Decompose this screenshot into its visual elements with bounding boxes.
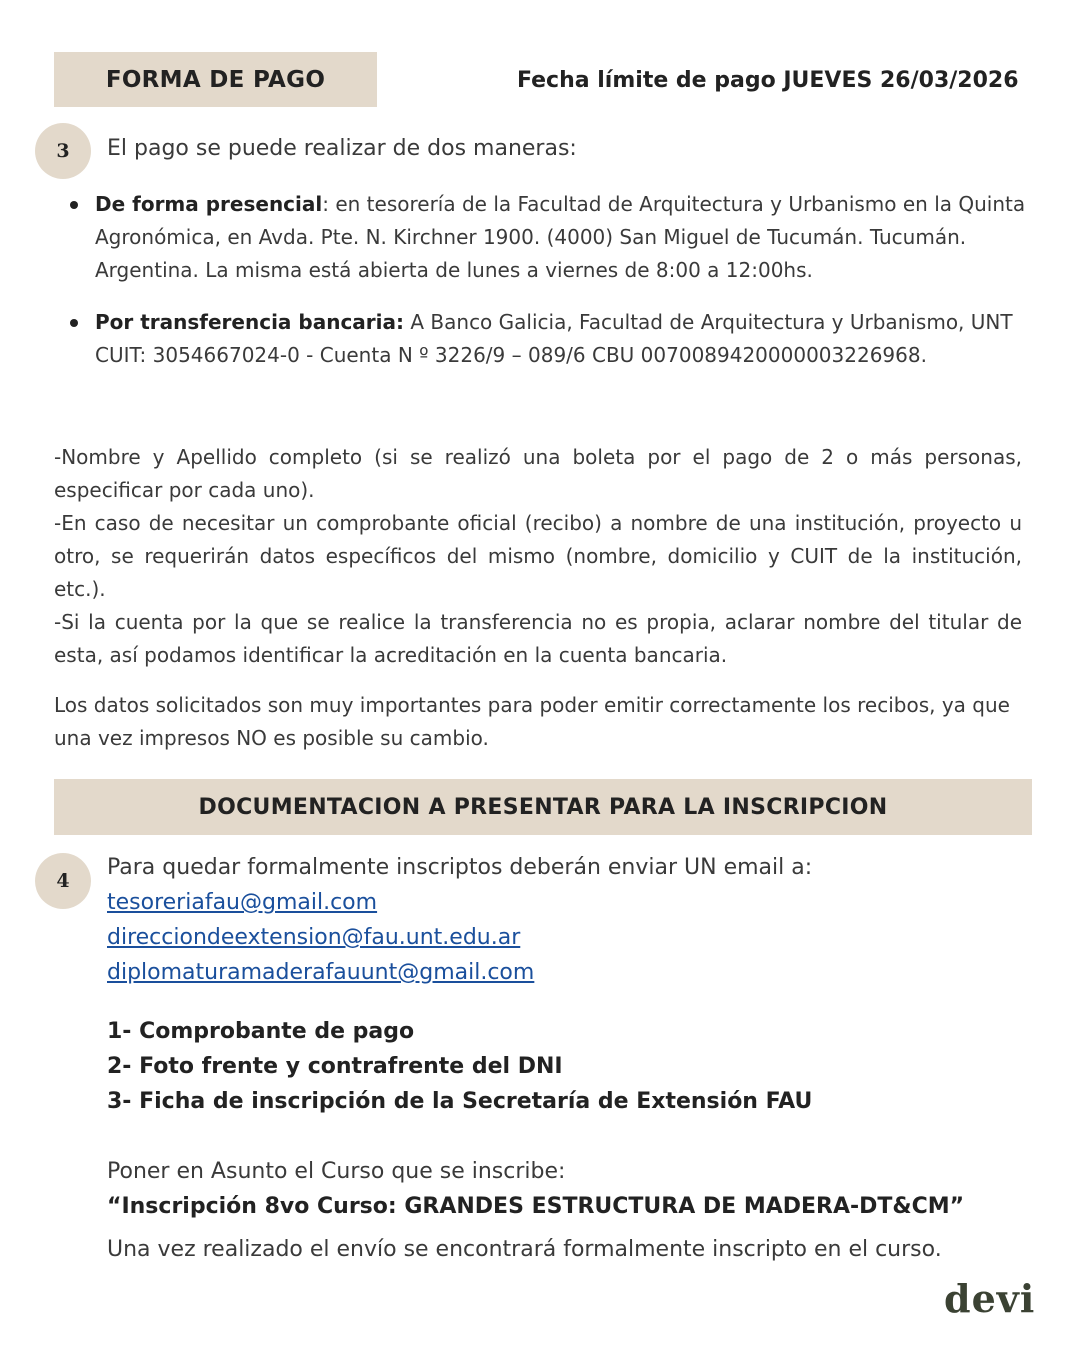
section-header-payment bbox=[54, 52, 377, 107]
section-header-documentation bbox=[54, 779, 1032, 835]
method-title: Por transferencia bancaria: bbox=[95, 310, 405, 334]
list-item: 1- Comprobante de pago bbox=[107, 1019, 415, 1044]
method-text: A Banco Galicia, Facultad de Arquitectura y Urbanismo, UNT CUIT: 3054667024-0 - Cuenta N º 3226/9 – 089/6 CBU 0070089420000003226968. bbox=[95, 310, 1051, 367]
payment-methods-list bbox=[95, 188, 1051, 372]
email-link-diplomatura[interactable]: diplomaturamaderafauunt@gmail.com bbox=[107, 960, 535, 985]
email-link-tesoreria[interactable]: tesoreriafau@gmail.com bbox=[107, 890, 378, 915]
payment-deadline: Fecha límite de pago JUEVES 26/03/2026 bbox=[517, 68, 1019, 93]
step-number-badge bbox=[35, 853, 91, 909]
email-intro: Para quedar formalmente inscriptos deberán enviar UN email a: bbox=[107, 855, 813, 880]
section-title: FORMA DE PAGO bbox=[105, 66, 326, 93]
step-number: 4 bbox=[56, 870, 70, 892]
subject-block bbox=[107, 1154, 1027, 1267]
step-number-badge bbox=[35, 123, 91, 179]
list-item: 2- Foto frente y contrafrente del DNI bbox=[107, 1054, 563, 1079]
step-number: 3 bbox=[56, 140, 70, 162]
list-item bbox=[95, 306, 1051, 372]
payment-intro: El pago se puede realizar de dos maneras: bbox=[107, 136, 577, 161]
email-block bbox=[107, 850, 1027, 990]
closing-text: Una vez realizado el envío se encontrará formalmente inscripto en el curso. bbox=[107, 1237, 942, 1262]
list-item bbox=[95, 188, 1030, 287]
list-item: 3- Ficha de inscripción de la Secretaría de Extensión FAU bbox=[107, 1089, 813, 1114]
method-text: : en tesorería de la Facultad de Arquitectura y Urbanismo en la Quinta Agronómica, en Avda. Pte. N. Kirchner 1900. (4000) San Miguel de Tucumán. Tucumán. Argentina. La misma está abierta de lunes a viernes de 8:00 a 12:00hs. bbox=[95, 192, 1026, 282]
payment-notes bbox=[54, 441, 1022, 672]
requirements-list bbox=[107, 1014, 812, 1119]
section-title: DOCUMENTACION A PRESENTAR PARA LA INSCRIPCION bbox=[198, 794, 888, 820]
subject-value: “Inscripción 8vo Curso: GRANDES ESTRUCTURA DE MADERA-DT&CM” bbox=[107, 1194, 965, 1219]
note-account: -Si la cuenta por la que se realice la transferencia no es propia, aclarar nombre del titular de esta, así podamos identificar la acreditación en la cuenta bancaria. bbox=[54, 610, 1022, 667]
subject-label: Poner en Asunto el Curso que se inscribe: bbox=[107, 1159, 566, 1184]
email-link-extension[interactable]: direcciondeextension@fau.unt.edu.ar bbox=[107, 925, 521, 950]
devi-logo: devi bbox=[944, 1276, 1036, 1321]
method-title: De forma presencial bbox=[95, 192, 323, 216]
note-receipt: -En caso de necesitar un comprobante oficial (recibo) a nombre de una institución, proyecto u otro, se requerirán datos específicos del mismo (nombre, domicilio y CUIT de la institución, etc.). bbox=[54, 511, 1022, 601]
important-notice: Los datos solicitados son muy importantes para poder emitir correctamente los recibos, ya que una vez impresos NO es posible su cambio. bbox=[54, 693, 1010, 750]
note-name: -Nombre y Apellido completo (si se realizó una boleta por el pago de 2 o más personas, especificar por cada uno). bbox=[54, 445, 1022, 502]
